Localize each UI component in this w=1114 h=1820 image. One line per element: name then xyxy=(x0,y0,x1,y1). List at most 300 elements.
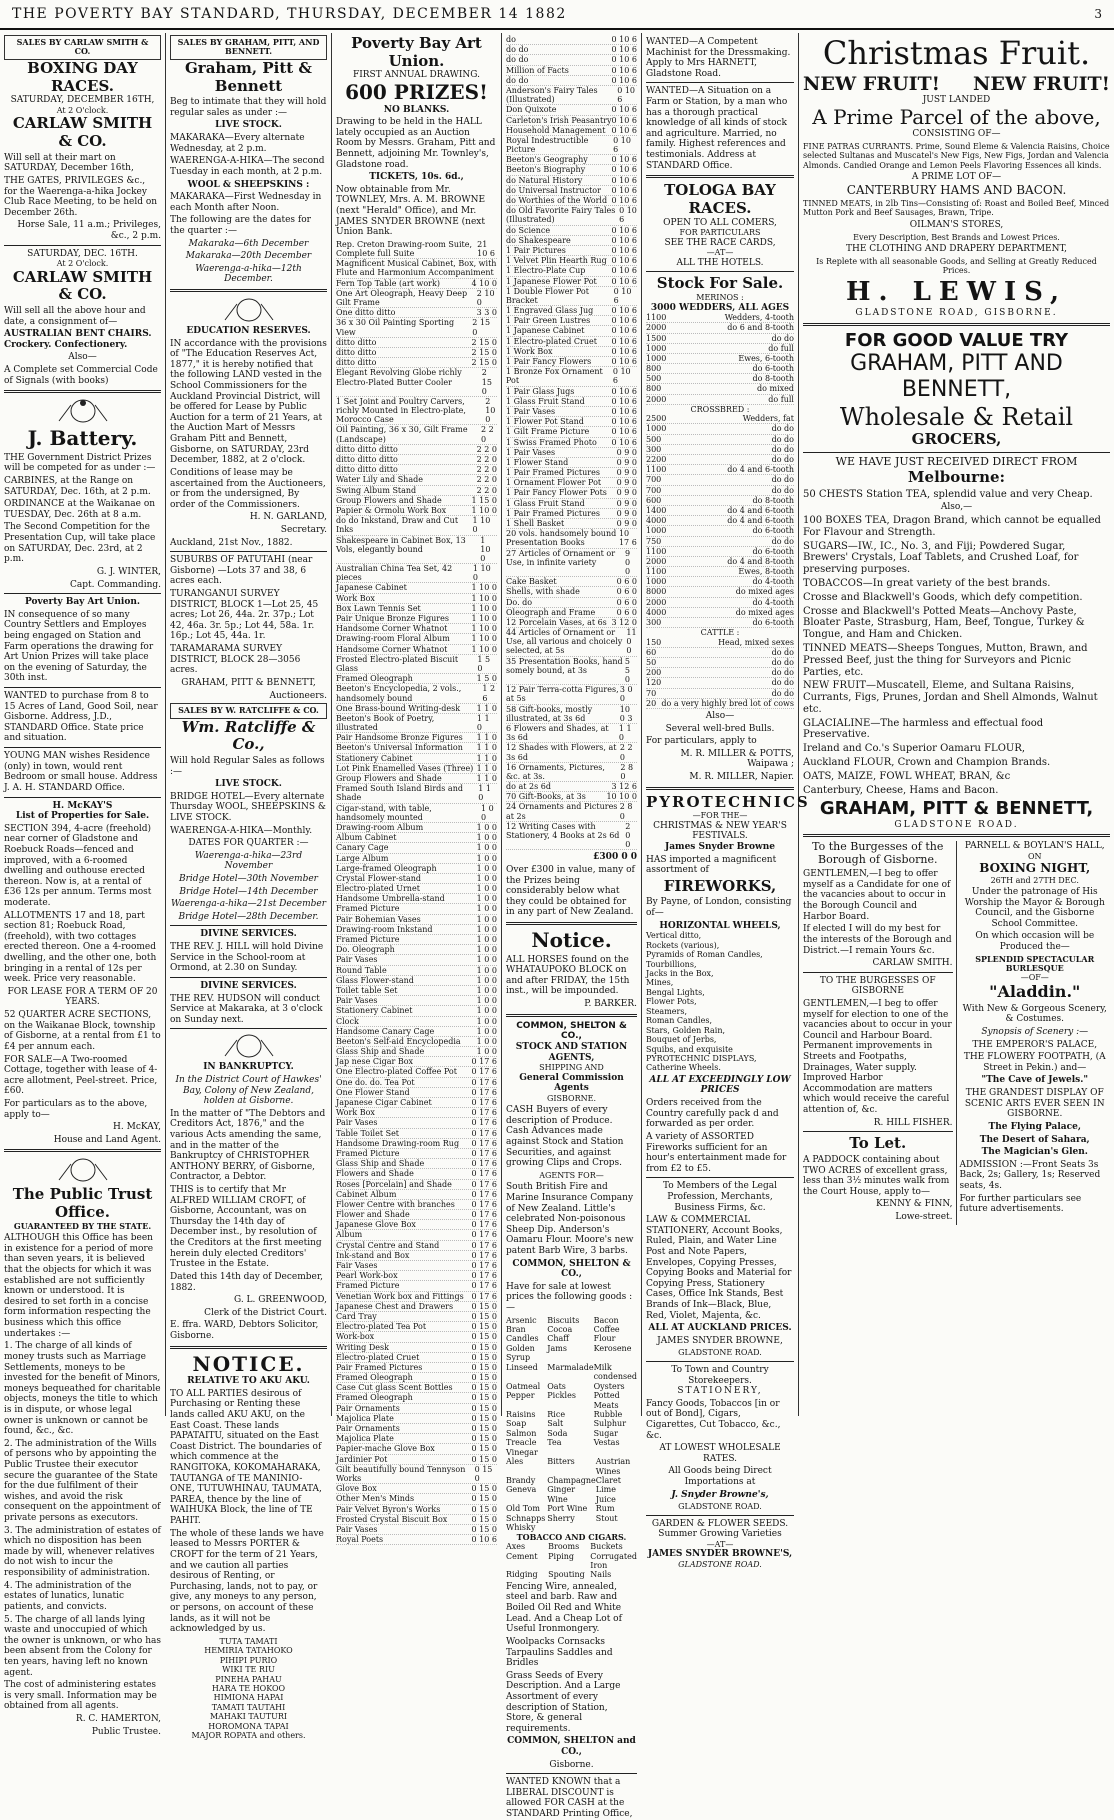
list-item xyxy=(646,537,794,547)
item-value: 1 2 6 xyxy=(482,684,496,703)
item-label: ditto ditto ditto xyxy=(336,465,398,475)
item-label: Lot Pink Enamelled Vases (Three) xyxy=(336,763,474,773)
item-value: do 4 and 8-tooth xyxy=(727,556,794,566)
goods-item: Claret xyxy=(595,1476,621,1486)
text: 4. The administration of the estates of lunatics, lunatic patients, and convicts. xyxy=(4,1580,132,1612)
list-item xyxy=(646,678,794,688)
goods-item: Candles xyxy=(506,1334,539,1344)
signature: CARLAW SMITH. xyxy=(872,958,953,969)
public-trust-title: The Public Trust Office. xyxy=(12,1185,153,1222)
item-label: 1 Ornament Flower Pot xyxy=(506,478,602,488)
list-item xyxy=(336,1434,497,1444)
item-value: 1 0 0 xyxy=(476,863,497,873)
item-label: Shakespeare in Cabinet Box, 13 Vols, elegantly bound xyxy=(336,535,466,554)
item-label: 1 Pair Pictures xyxy=(506,245,566,255)
text: A Complete set Commercial Code of Signals (with books) xyxy=(4,365,158,386)
item-value: 0 17 6 xyxy=(471,1271,497,1281)
list-item xyxy=(506,347,637,357)
goods-item: Sulphur xyxy=(593,1419,627,1429)
list-item xyxy=(506,628,637,657)
text: SUGARS—IW., IC., No. 3, and Fiji; Powdered Sugar, Brewers' Crystals, Loaf Tablets, and Crushed Loaf, for preserving purposes. xyxy=(803,540,1079,576)
item-label: Flower and Shade xyxy=(336,1210,410,1220)
item-value: 0 10 6 xyxy=(611,165,637,175)
relative-aku-aku: RELATIVE TO AKU AKU. xyxy=(187,1376,310,1387)
item-value: 0 17 6 xyxy=(471,1220,497,1230)
clothing-dept: THE CLOTHING AND DRAPERY DEPARTMENT, xyxy=(845,243,1068,254)
firework-item: Steamers, xyxy=(646,1006,687,1016)
item-value: 11 0 0 xyxy=(626,628,637,656)
notice-title: NOTICE. xyxy=(192,1351,305,1376)
text: 1. The charge of all kinds of money trusts such as Marriage Settlements, moneys to be invested for the benefit of Minors, moneys bequeathed for charitable objects, moneys the title to which is in dispute, or whose legal owner is unknown or cannot be found, &c., &c. xyxy=(4,1341,161,1437)
list-item xyxy=(646,598,794,608)
item-label: 1 Shell Basket xyxy=(506,519,565,528)
item-value: 10 0 3 xyxy=(619,704,633,723)
item-value: 0 15 0 xyxy=(471,1514,497,1524)
item-label: 700 xyxy=(646,475,662,485)
item-value: 1 1 0 xyxy=(478,784,492,803)
list-item xyxy=(336,843,497,853)
crossbred: CROSSBRED : xyxy=(690,404,750,414)
list-item xyxy=(506,743,637,762)
goods-item: Potted Meats xyxy=(593,1391,620,1410)
list-item xyxy=(336,1210,497,1220)
list-item xyxy=(506,509,637,519)
burlesque: SPLENDID SPECTACULAR BURLESQUE xyxy=(975,953,1095,974)
list-item xyxy=(336,338,497,348)
item-label: 12 Shades with Flowers, at 3s 6d xyxy=(506,743,617,762)
firework-item: Vertical ditto, xyxy=(646,931,702,941)
list-item xyxy=(336,1525,497,1535)
scene: THE EMPEROR'S PALACE, xyxy=(972,1039,1098,1050)
text: If elected I will do my best for the interests of the Borough and District.—I remain Yours &c. xyxy=(803,924,952,956)
aladdin: "Aladdin." xyxy=(989,981,1081,1001)
saturday-date: SATURDAY, DEC. 16TH. xyxy=(27,248,138,259)
item-value: 1 0 0 xyxy=(476,996,497,1006)
item-value: do do xyxy=(771,668,794,678)
item-value: do do xyxy=(771,434,794,444)
gpb-sales-header: SALES BY GRAHAM, PITT, AND BENNETT. xyxy=(170,35,327,60)
list-item xyxy=(506,136,637,155)
item-label: Japanese Chest and Drawers xyxy=(336,1301,454,1311)
item-label: 2000 xyxy=(646,394,667,404)
item-value: 0 17 6 xyxy=(471,1098,497,1108)
list-item xyxy=(336,1515,497,1525)
item-label: 1400 xyxy=(646,505,667,515)
list-item xyxy=(506,55,637,65)
item-value: 3 12 0 xyxy=(611,617,637,627)
text: AUSTRALIAN BENT CHAIRS. Crockery. Confectionery. xyxy=(4,329,152,350)
list-item xyxy=(336,915,497,925)
item-value: 2 8 0 xyxy=(620,762,634,781)
list-item xyxy=(506,724,637,743)
item-value: do do xyxy=(771,647,794,657)
list-item xyxy=(336,1200,497,1210)
hall-title: PARNELL & BOYLAN'S HALL, xyxy=(964,841,1105,852)
text: 100 BOXES TEA, Dragon Brand, which cannot be equalled For Flavour and Strength. xyxy=(803,514,1101,538)
item-value: 0 10 6 xyxy=(611,35,637,44)
text: Over £300 in value, many of the Prizes being considerably below what they could be obtained for in any part of New Zealand. xyxy=(506,864,635,918)
item-value: 1 0 0 xyxy=(476,965,497,975)
list-item xyxy=(506,782,637,792)
list-item xyxy=(336,1078,497,1088)
list-item xyxy=(506,266,637,276)
list-item xyxy=(336,1393,497,1403)
merinos: MERINOS : xyxy=(696,293,744,303)
page-number: 3 xyxy=(1094,7,1102,21)
text: The cost of administering estates is very small. Information may be obtained from all agents. xyxy=(4,1680,157,1712)
text: Auckland FLOUR, Crown and Champion Brands. xyxy=(803,757,1051,769)
item-label: Handsome Corner Whatnot xyxy=(336,644,448,654)
text: MAKARAKA—Every alternate Wednesday, at 2 p.m. xyxy=(170,133,305,154)
item-label: One Brass-bound Writing-desk xyxy=(336,703,461,713)
item-value: do 6-tooth xyxy=(752,364,794,374)
item-label: Australian China Tea Set, 42 pieces xyxy=(336,564,453,583)
item-label: Do. do xyxy=(506,597,533,607)
item-label: Framed Oleograph xyxy=(336,1393,413,1403)
item-value: do do xyxy=(771,444,794,454)
address: GLADSTONE ROAD. xyxy=(894,819,1019,830)
burgesses-title: To the Burgesses of the Borough of Gisborne. xyxy=(812,840,944,867)
list-item xyxy=(336,904,497,914)
firework-item: Tourbillions, xyxy=(646,959,697,969)
coat-of-arms-icon xyxy=(53,397,113,425)
item-label: Gilt beautifully bound Tennyson Works xyxy=(336,1464,466,1483)
item-label: 24 Ornaments and Pictures at 2s xyxy=(506,802,618,821)
item-label: 1 Pair Framed Pictures xyxy=(506,468,600,478)
item-label: 200 xyxy=(646,668,662,678)
list-item xyxy=(336,1118,497,1128)
item-value: 1 10 0 xyxy=(471,614,497,624)
list-item xyxy=(506,387,637,397)
good-value: FOR GOOD VALUE TRY xyxy=(844,329,1069,351)
list-item xyxy=(336,743,497,753)
item-label: Million of Facts xyxy=(506,65,569,75)
item-value: 0 17 6 xyxy=(471,1159,497,1169)
item-value: 0 17 6 xyxy=(471,1138,497,1148)
item-label: One Flower Stand xyxy=(336,1087,410,1097)
item-label: Framed Oleograph xyxy=(336,674,413,684)
date: Waerenga-a-hika—21st December xyxy=(170,899,327,910)
item-value: 1 0 0 xyxy=(476,914,497,924)
ratcliffe-name: Wm. Ratcliffe & Co., xyxy=(181,717,316,754)
list-item xyxy=(506,427,637,437)
text: WAERENGA-A-HIKA—The second Tuesday in each month, at 2 p.m. xyxy=(170,156,325,177)
text: 5. The charge of all lands lying waste and unoccupied of which the owner is unknown, or who has been absent from the Colony for ten years, having left no known agent. xyxy=(4,1614,161,1678)
list-item xyxy=(506,519,637,529)
item-label: Pair Handsome Bronze Figures xyxy=(336,733,463,743)
item-label: 8000 xyxy=(646,587,667,597)
list-item xyxy=(336,583,497,593)
text: With New & Gorgeous Scenery, & Costumes. xyxy=(962,1003,1107,1025)
list-item xyxy=(336,1312,497,1322)
item-label: 1 Japanese Cabinet xyxy=(506,326,585,336)
list-item xyxy=(336,1261,497,1271)
item-value: 0 10 6 xyxy=(611,55,637,65)
item-value: 1 10 0 xyxy=(471,603,497,613)
goods-item: Coffee xyxy=(593,1325,620,1335)
item-label: Fair Vases xyxy=(336,1261,378,1271)
scene: "The Cave of Jewels." xyxy=(981,1075,1089,1086)
list-item xyxy=(506,35,637,45)
item-label: 120 xyxy=(646,678,662,688)
list-item xyxy=(646,414,794,424)
item-value: 1 10 0 xyxy=(471,634,497,644)
item-value: 1 1 0 xyxy=(476,733,497,743)
item-label: Frosted Crystal Biscuit Box xyxy=(336,1514,448,1524)
item-value: 0 17 6 xyxy=(471,1118,497,1128)
coat-of-arms-icon xyxy=(53,1156,113,1184)
text: Drawing to be held in the HALL lately occupied as an Auction Room by Messrs. Graham, Pitt and Bennett, adjoining Mr. Townley's, Gladstone road. xyxy=(336,117,496,170)
item-label: Magnificent Musical Cabinet, Box, with Flute and Harmonium Accompaniment xyxy=(336,259,497,278)
item-label: 1500 xyxy=(646,333,667,343)
item-value: 0 10 6 xyxy=(619,206,637,225)
text: South British Fire and Marine Insurance Company of New Zealand. Little's celebrated Non-poisonous Sheep Dip. Anderson's Oamaru Flour. Moore's new patent Barb Wire, 3 barbs. xyxy=(506,1182,634,1256)
item-value: 0 10 6 xyxy=(611,155,637,165)
firework-item: Rockets (various), xyxy=(646,940,720,950)
item-label: 150 xyxy=(646,637,662,647)
item-value: 1 0 0 xyxy=(476,924,497,934)
item-label: Rep. Creton Drawing-room Suite, Complete full Suite xyxy=(336,239,473,259)
list-item xyxy=(506,407,637,417)
list-item xyxy=(336,733,497,743)
item-label: 1 Pair Vases xyxy=(506,406,556,416)
list-item xyxy=(646,475,794,485)
item-label: Roses [Porcelain] and Shade xyxy=(336,1179,452,1189)
list-item xyxy=(646,557,794,567)
list-item xyxy=(646,455,794,465)
list-item xyxy=(336,1251,497,1261)
list-item xyxy=(336,1139,497,1149)
list-item xyxy=(336,318,497,337)
list-item xyxy=(646,465,794,475)
goods-item: Whisky xyxy=(506,1523,536,1533)
goods-item: Bitters xyxy=(547,1457,575,1467)
time: At 2 O'clock. xyxy=(56,259,109,269)
list-item xyxy=(646,445,794,455)
list-item xyxy=(336,1494,497,1504)
list-item xyxy=(336,1353,497,1363)
list-item xyxy=(506,478,637,488)
item-value: 0 10 6 xyxy=(611,306,637,316)
item-label: Cake Basket xyxy=(506,577,557,587)
item-value: 0 6 0 xyxy=(616,577,637,587)
goods-item: Jams xyxy=(547,1343,567,1353)
item-label: Stationery Cabinet xyxy=(336,1006,413,1016)
list-item xyxy=(336,966,497,976)
item-value: 0 17 6 xyxy=(471,1199,497,1209)
firework-item: Mines, xyxy=(646,978,674,988)
goods-item: Milk condensed xyxy=(593,1362,637,1382)
item-label: Venetian Work box and Fittings xyxy=(336,1291,464,1301)
item-value: 0 10 6 xyxy=(611,276,637,286)
text: Also,— xyxy=(940,502,973,513)
item-label: Group Flowers and Shade xyxy=(336,495,442,505)
list-item xyxy=(336,1006,497,1016)
firework-item: Bouquet of Jerbs, xyxy=(646,1035,717,1045)
oilman-stores: OILMAN'S STORES, xyxy=(909,219,1004,230)
item-label: Japanese Cabinet xyxy=(336,583,407,593)
text: FOR LEASE FOR A TERM OF 20 YEARS. xyxy=(7,986,158,1008)
list-item xyxy=(336,1404,497,1414)
goods-item: Brooms xyxy=(548,1542,580,1552)
column-3 xyxy=(332,33,502,1545)
item-value: 2 8 0 xyxy=(619,802,633,821)
goods-item: Pepper xyxy=(506,1391,535,1401)
goods-item: Corrugated Iron xyxy=(590,1551,637,1570)
text: The whole of these lands we have leased to Messrs PORTER & CROFT for the term of 21 Years, and we caution all parties desirous of Renting, or Purchasing, lands, not to pay, or give, any moneys to any person, or persons, on account of these lands, as it will not be acknowledged by us. xyxy=(170,1528,324,1635)
item-label: Electro-plated Tea Pot xyxy=(336,1322,427,1332)
list-item xyxy=(506,206,637,225)
new-fruit: NEW FRUIT! xyxy=(803,72,941,95)
text: Horse Sale, 11 a.m.; Privileges, &c., 2 p.m. xyxy=(17,220,161,241)
item-value: 1 10 0 xyxy=(480,535,491,563)
fireworks: FIREWORKS, xyxy=(663,876,777,895)
item-value: 0 10 6 xyxy=(611,196,637,205)
item-label: Framed Picture xyxy=(336,1148,400,1158)
item-label: 1 Pair Green Lustres xyxy=(506,316,591,326)
item-label: do Natural History xyxy=(506,175,583,185)
item-value: 4 10 0 xyxy=(471,278,497,288)
text: TINNED MEATS, in 2lb Tins—Consisting of: Roast and Boiled Beef, Minced Mutton Pork and Beef Sausages, Brawn, Tripe. xyxy=(803,199,1110,218)
item-label: Pair Velvet Byron's Works xyxy=(336,1504,441,1514)
item-value: 1 10 0 xyxy=(471,583,497,593)
lewis-name: H. LEWIS, xyxy=(845,277,1068,308)
art-union-title: Poverty Bay Art Union. xyxy=(24,597,141,608)
item-label: do Shakespeare xyxy=(506,235,571,245)
item-value: 0 10 6 xyxy=(471,1535,497,1545)
list-item xyxy=(336,604,497,614)
item-label: 70 Gift-Books, at 3s xyxy=(506,792,586,802)
item-label: 1100 xyxy=(646,546,667,556)
list-item xyxy=(336,1149,497,1159)
text: J. Snyder Browne's, xyxy=(671,1489,769,1500)
item-value: 0 10 6 xyxy=(611,406,637,416)
signature: Clerk of the District Court. xyxy=(204,1307,327,1318)
to-let: To Let. xyxy=(849,1134,907,1153)
list-item xyxy=(646,374,794,384)
pyrotechnics: PYROTECHNICS xyxy=(646,792,810,811)
list-item xyxy=(336,486,497,496)
battery-title: J. Battery. xyxy=(27,426,138,451)
list-item xyxy=(646,334,794,344)
item-label: Pair Vases xyxy=(336,955,378,965)
item-value: 0 10 6 xyxy=(611,357,637,366)
text: Have for sale at lowest prices the following goods :— xyxy=(506,1281,633,1313)
signatory: MAJOR ROPATA and others. xyxy=(191,1731,306,1741)
list-item xyxy=(336,754,497,764)
item-value: 1 0 0 xyxy=(476,1006,497,1016)
list-item xyxy=(336,1322,497,1332)
list-item xyxy=(336,1159,497,1169)
list-item xyxy=(336,684,497,703)
text: YOUNG MAN wishes Residence (only) in town, would rent Bedroom or small house. Address J. A. H. STANDARD Office. xyxy=(4,751,158,793)
item-label: Beeton's Biography xyxy=(506,165,586,175)
list-item xyxy=(336,894,497,904)
signature: M. R. MILLER, Napier. xyxy=(689,771,794,782)
item-value: 1 10 0 xyxy=(471,593,497,603)
item-value: 2 2 0 xyxy=(480,425,494,444)
list-item xyxy=(506,705,637,724)
item-value: 1 0 0 xyxy=(476,935,497,945)
list-item xyxy=(506,155,637,165)
item-label: 70 xyxy=(646,688,657,698)
item-label: 4000 xyxy=(646,607,667,617)
item-label: Swing Album Stand xyxy=(336,485,417,495)
list-item xyxy=(646,323,794,333)
item-label: Framed Picture xyxy=(336,1281,400,1291)
item-value: 1 1 0 xyxy=(476,713,490,733)
text: A PADDOCK containing about TWO ACRES of excellent grass, less than 3½ minutes walk from the Court House, apply to— xyxy=(803,1154,950,1197)
signatory: HOROMONA TAPAI xyxy=(208,1721,289,1731)
item-value: 1 1 0 xyxy=(476,753,497,763)
goods-item: Ales xyxy=(506,1457,524,1467)
tobacco: TOBACCO AND CIGARS. xyxy=(516,1531,627,1542)
goods-item: Axes xyxy=(506,1542,526,1552)
scene: THE FLOWERY FOOTPATH, (A Street in Pekin.) and— xyxy=(963,1052,1106,1073)
item-label: Album xyxy=(336,1230,363,1240)
list-item xyxy=(336,925,497,935)
text: GLACIALINE—The harmless and effectual food Preservative. xyxy=(803,717,1044,741)
item-value: Wedders, 4-tooth xyxy=(724,313,794,323)
item-label: 1100 xyxy=(646,567,667,577)
list-item xyxy=(336,996,497,1006)
item-label: Large Album xyxy=(336,853,389,863)
item-label: 27 Articles of Ornament or Use, in infinite variety xyxy=(506,548,616,567)
list-item xyxy=(646,395,794,405)
text: Beg to intimate that they will hold regular sales as under :— xyxy=(170,97,327,118)
item-label: 2000 xyxy=(646,323,667,333)
goods-item: Sugar xyxy=(593,1428,618,1438)
list-item xyxy=(336,955,497,965)
text: SUBURBS OF PATUTAHI (near Gisborne) —Lots 37 and 38, 6 acres each. xyxy=(170,555,313,587)
list-item xyxy=(336,1281,497,1291)
list-item xyxy=(336,1271,497,1281)
list-item xyxy=(336,397,497,426)
text: Grass Seeds of Every Description. And a Large Assortment of every description of Station, Store, & general requirements. xyxy=(506,1670,621,1734)
item-label: 4000 xyxy=(646,516,667,526)
item-label: 1 Electro-Plate Cup xyxy=(506,266,586,276)
race-cards: SEE THE RACE CARDS, xyxy=(664,237,776,248)
christmas-fruit: Christmas Fruit. xyxy=(822,34,1091,72)
list-item xyxy=(646,689,794,699)
item-label: Group Flowers and Shade xyxy=(336,774,442,784)
item-label: 35 Presentation Books, hand somely bound, at 3s xyxy=(506,656,623,675)
text: 3. The administration of estates of which no disposition has been made by will, whenever relatives do not wish to incur the responsibility of administration. xyxy=(4,1525,161,1579)
item-label: Stationery Cabinet xyxy=(336,753,413,763)
item-label: 20 vols. handsomely bound Presentation Books xyxy=(506,529,617,548)
item-value: 0 17 6 xyxy=(471,1250,497,1260)
item-value: 1 10 0 xyxy=(472,516,491,535)
goods-item: Treacle xyxy=(506,1438,537,1448)
item-value: 1 0 0 xyxy=(476,843,497,853)
list-item xyxy=(336,368,497,397)
text: THE REV. J. HILL will hold Divine Service in the School-room at Ormond, at 2.30 on Sunday. xyxy=(170,942,324,974)
item-label: Table Toilet Set xyxy=(336,1128,400,1138)
live-stock: LIVE STOCK. xyxy=(215,120,282,131)
signatory: PIHIPI PURIO xyxy=(219,1655,278,1665)
list-item xyxy=(506,357,637,367)
item-label: Water Lily and Shade xyxy=(336,475,423,485)
goods-item: Golden Syrup xyxy=(506,1343,535,1363)
item-label: do do xyxy=(506,75,529,85)
goods-item: Chaff xyxy=(547,1334,569,1344)
signature: Auctioneers. xyxy=(269,690,327,701)
text: Ireland and Co.'s Superior Oamaru FLOUR, xyxy=(803,743,1026,755)
list-item xyxy=(336,564,497,583)
item-value: 1 0 0 xyxy=(476,945,497,955)
signatory: HEMIRIA TATAHOKO xyxy=(204,1646,293,1656)
item-value: 2 2 0 xyxy=(476,444,497,454)
